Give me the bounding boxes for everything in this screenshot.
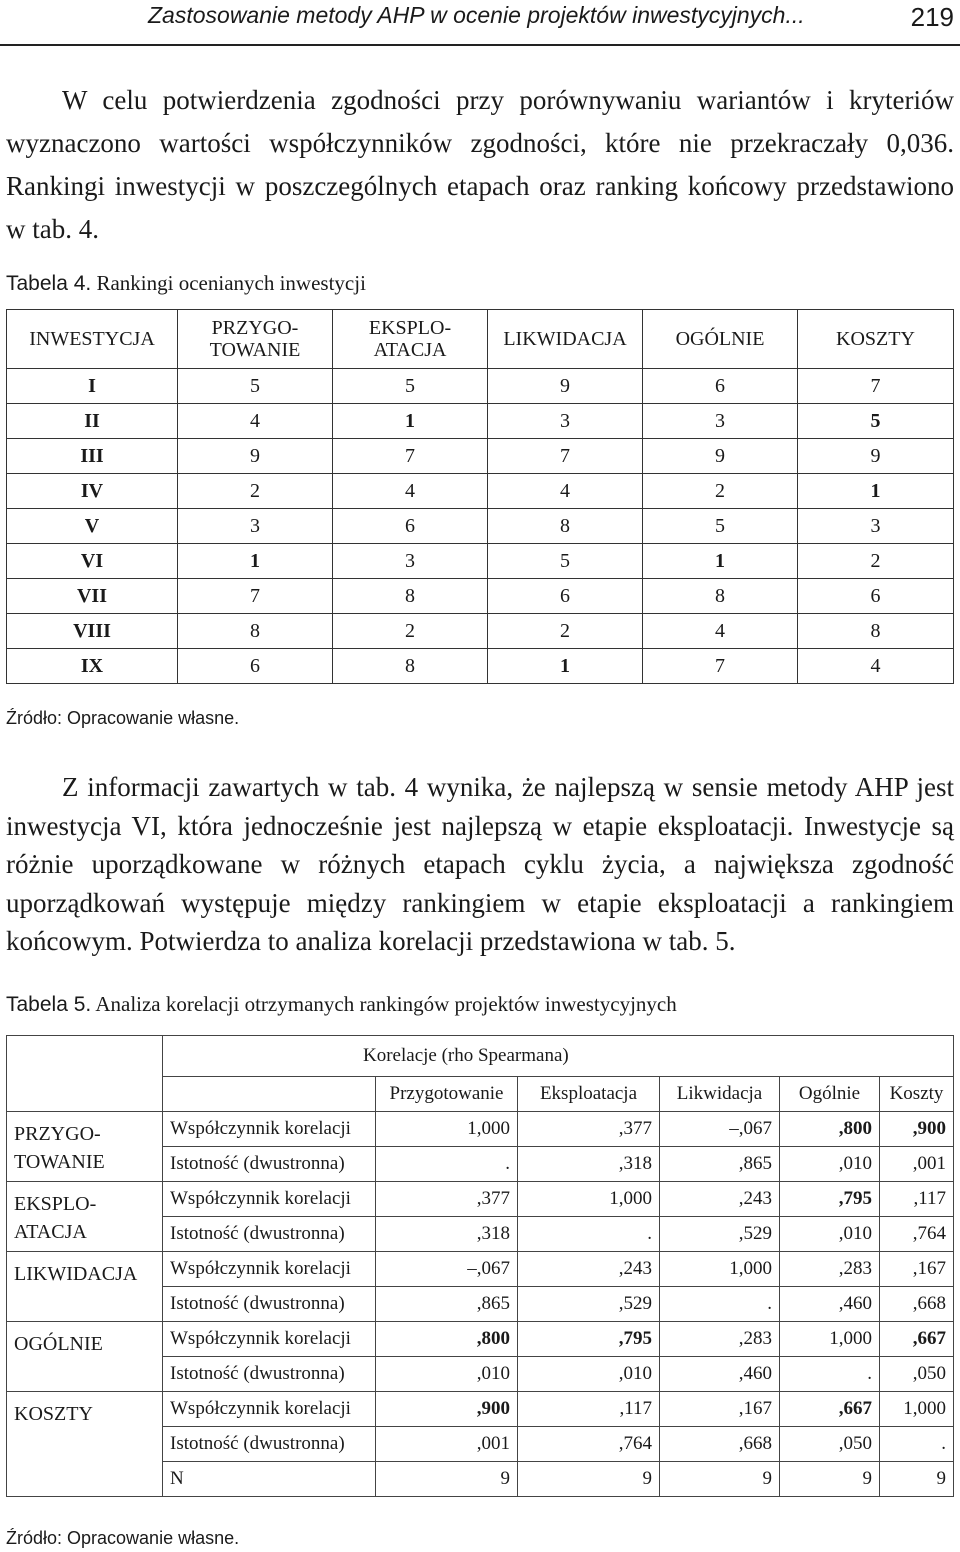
rank-cell: 3: [178, 509, 333, 544]
rank-cell: 1: [798, 474, 954, 509]
table-row: [7, 439, 954, 474]
correlation-cell: ,010: [780, 1217, 880, 1252]
statistic-label: Istotność (dwustronna): [163, 1287, 376, 1322]
page-header: [0, 0, 960, 46]
table-5-row-group-label: EKSPLO- ATACJA: [7, 1182, 163, 1252]
correlation-cell: ,795: [518, 1322, 660, 1357]
correlation-cell: ,243: [518, 1252, 660, 1287]
table-5-group-header-row: [7, 1036, 954, 1077]
rank-cell: 4: [488, 474, 643, 509]
investment-label: V: [7, 509, 178, 544]
table-row: [7, 509, 954, 544]
correlation-cell: ,460: [660, 1357, 780, 1392]
investment-label: VI: [7, 544, 178, 579]
table-5-caption: [6, 992, 677, 1017]
correlation-cell: 9: [376, 1462, 518, 1497]
statistic-label: N: [163, 1462, 376, 1497]
correlation-cell: .: [880, 1427, 954, 1462]
table-4-caption: [6, 271, 366, 296]
rank-cell: 6: [178, 649, 333, 684]
correlation-cell: ,529: [518, 1287, 660, 1322]
table-4-header-cell: LIKWIDACJA: [488, 310, 643, 369]
rank-cell: 1: [178, 544, 333, 579]
correlation-cell: ,050: [780, 1427, 880, 1462]
correlation-cell: ,050: [880, 1357, 954, 1392]
investment-label: IX: [7, 649, 178, 684]
rank-cell: 5: [488, 544, 643, 579]
correlation-cell: 9: [518, 1462, 660, 1497]
table-row: [7, 369, 954, 404]
table-row: [7, 649, 954, 684]
correlation-cell: ,117: [518, 1392, 660, 1427]
rank-cell: 2: [643, 474, 798, 509]
rank-cell: 2: [178, 474, 333, 509]
rank-cell: 2: [488, 614, 643, 649]
rank-cell: 6: [798, 579, 954, 614]
correlation-cell: ,377: [518, 1112, 660, 1147]
correlation-cell: 1,000: [880, 1392, 954, 1427]
table-4-caption-text: Rankingi ocenianych inwestycji: [96, 271, 366, 295]
table-row: [7, 544, 954, 579]
correlation-cell: ,865: [376, 1287, 518, 1322]
correlation-cell: ,117: [880, 1182, 954, 1217]
rank-cell: 8: [488, 509, 643, 544]
rank-cell: 1: [333, 404, 488, 439]
correlation-cell: .: [780, 1357, 880, 1392]
table-row: [7, 579, 954, 614]
table-5: [6, 1035, 954, 1497]
rank-cell: 7: [333, 439, 488, 474]
table-4-caption-label: Tabela 4.: [6, 272, 92, 295]
correlation-cell: –,067: [660, 1112, 780, 1147]
correlation-cell: 1,000: [376, 1112, 518, 1147]
table-row: [7, 1392, 954, 1427]
table-4-header-cell: INWESTYCJA: [7, 310, 178, 369]
correlation-cell: ,283: [780, 1252, 880, 1287]
correlation-cell: ,001: [376, 1427, 518, 1462]
rank-cell: 7: [488, 439, 643, 474]
table-4: [6, 309, 954, 684]
correlation-cell: ,010: [780, 1147, 880, 1182]
correlation-cell: ,460: [780, 1287, 880, 1322]
table-5-caption-text: Analiza korelacji otrzymanych rankingów projektów inwestycyjnych: [95, 992, 677, 1016]
table-row: [7, 474, 954, 509]
table-5-empty-corner: [7, 1036, 163, 1077]
correlation-cell: ,243: [660, 1182, 780, 1217]
rank-cell: 7: [798, 369, 954, 404]
correlation-cell: ,795: [780, 1182, 880, 1217]
correlation-cell: 9: [880, 1462, 954, 1497]
rank-cell: 5: [333, 369, 488, 404]
correlation-cell: .: [660, 1287, 780, 1322]
correlation-cell: ,318: [376, 1217, 518, 1252]
page-number: 219: [910, 2, 954, 32]
rank-cell: 1: [488, 649, 643, 684]
table-5-column-header: Ogólnie: [780, 1077, 880, 1112]
rank-cell: 7: [643, 649, 798, 684]
correlation-cell: 1,000: [660, 1252, 780, 1287]
rank-cell: 7: [178, 579, 333, 614]
correlation-cell: ,668: [880, 1287, 954, 1322]
rank-cell: 3: [488, 404, 643, 439]
investment-label: II: [7, 404, 178, 439]
correlation-cell: ,668: [660, 1427, 780, 1462]
rank-cell: 6: [643, 369, 798, 404]
correlation-cell: ,167: [880, 1252, 954, 1287]
table-5-source: Źródło: Opracowanie własne.: [6, 1528, 240, 1548]
table-5-row-group-label: PRZYGO- TOWANIE: [7, 1112, 163, 1182]
correlation-cell: ,800: [780, 1112, 880, 1147]
correlation-cell: .: [376, 1147, 518, 1182]
table-row: [7, 1112, 954, 1147]
rank-cell: 2: [798, 544, 954, 579]
rank-cell: 5: [178, 369, 333, 404]
rank-cell: 3: [798, 509, 954, 544]
statistic-label: Istotność (dwustronna): [163, 1427, 376, 1462]
table-4-source: Źródło: Opracowanie własne.: [6, 708, 240, 728]
table-5-column-header-row: [7, 1077, 954, 1112]
table-row: [7, 614, 954, 649]
rank-cell: 8: [643, 579, 798, 614]
correlation-cell: 9: [780, 1462, 880, 1497]
rank-cell: 3: [643, 404, 798, 439]
running-title: Zastosowanie metody AHP w ocenie projektów inwestycyjnych...: [148, 2, 805, 28]
rank-cell: 6: [488, 579, 643, 614]
investment-label: VIII: [7, 614, 178, 649]
investment-label: I: [7, 369, 178, 404]
statistic-label: Współczynnik korelacji: [163, 1112, 376, 1147]
table-4-header-cell: KOSZTY: [798, 310, 954, 369]
rank-cell: 4: [178, 404, 333, 439]
table-4-header-cell: OGÓLNIE: [643, 310, 798, 369]
rank-cell: 9: [178, 439, 333, 474]
investment-label: III: [7, 439, 178, 474]
paragraph-2: Z informacji zawartych w tab. 4 wynika, że najlepszą w sensie metody AHP jest inwestycja VI, która jednocześnie jest najlepszą w etapie eksploatacji. Inwestycje są różnie uporządkowane w różnych etapach cyklu życia, a największa zgodność uporządkowań występuje między rankingiem w etapie eksploatacji a rankingiem końcowym. Potwierdza to analiza korelacji przedstawiona w tab. 5.: [6, 772, 954, 956]
rank-cell: 5: [798, 404, 954, 439]
table-5-row-group-label: OGÓLNIE: [7, 1322, 163, 1392]
statistic-label: Współczynnik korelacji: [163, 1252, 376, 1287]
correlation-cell: 9: [660, 1462, 780, 1497]
statistic-label: Współczynnik korelacji: [163, 1322, 376, 1357]
table-4-header-row: [7, 310, 954, 369]
rank-cell: 9: [488, 369, 643, 404]
table-5-group-header: Korelacje (rho Spearmana): [163, 1036, 954, 1077]
correlation-cell: 1,000: [518, 1182, 660, 1217]
table-4-header-cell: EKSPLO- ATACJA: [333, 310, 488, 369]
correlation-cell: .: [518, 1217, 660, 1252]
rank-cell: 5: [643, 509, 798, 544]
table-5-column-header: Koszty: [880, 1077, 954, 1112]
statistic-label: Istotność (dwustronna): [163, 1217, 376, 1252]
investment-label: IV: [7, 474, 178, 509]
correlation-cell: ,800: [376, 1322, 518, 1357]
correlation-cell: ,001: [880, 1147, 954, 1182]
correlation-cell: 1,000: [780, 1322, 880, 1357]
table-row: [7, 404, 954, 439]
correlation-cell: ,667: [780, 1392, 880, 1427]
table-row: [7, 1322, 954, 1357]
correlation-cell: ,377: [376, 1182, 518, 1217]
rank-cell: 8: [798, 614, 954, 649]
rank-cell: 8: [333, 649, 488, 684]
rank-cell: 1: [643, 544, 798, 579]
correlation-cell: ,529: [660, 1217, 780, 1252]
correlation-cell: ,010: [376, 1357, 518, 1392]
table-row: [7, 1252, 954, 1287]
table-5-column-header: Przygotowanie: [376, 1077, 518, 1112]
rank-cell: 4: [333, 474, 488, 509]
correlation-cell: ,167: [660, 1392, 780, 1427]
correlation-cell: ,283: [660, 1322, 780, 1357]
table-5-column-header: Eksploatacja: [518, 1077, 660, 1112]
statistic-label: Istotność (dwustronna): [163, 1357, 376, 1392]
rank-cell: 8: [333, 579, 488, 614]
correlation-cell: –,067: [376, 1252, 518, 1287]
correlation-cell: ,010: [518, 1357, 660, 1392]
table-4-header-cell: PRZYGO- TOWANIE: [178, 310, 333, 369]
table-5-empty-corner: [163, 1077, 376, 1112]
correlation-cell: ,764: [518, 1427, 660, 1462]
rank-cell: 6: [333, 509, 488, 544]
correlation-cell: ,667: [880, 1322, 954, 1357]
correlation-cell: ,764: [880, 1217, 954, 1252]
rank-cell: 9: [798, 439, 954, 474]
table-5-row-group-label: KOSZTY: [7, 1392, 163, 1497]
rank-cell: 9: [643, 439, 798, 474]
rank-cell: 4: [643, 614, 798, 649]
paragraph-1: W celu potwierdzenia zgodności przy porównywaniu wariantów i kryteriów wyznaczono wartości współczynników zgodności, które nie przekraczały 0,036. Rankingi inwestycji w poszczególnych etapach oraz ranking końcowy przedstawiono w tab. 4.: [6, 85, 954, 244]
table-5-row-group-label: LIKWIDACJA: [7, 1252, 163, 1322]
investment-label: VII: [7, 579, 178, 614]
correlation-cell: ,900: [376, 1392, 518, 1427]
correlation-cell: ,318: [518, 1147, 660, 1182]
table-5-column-header: Likwidacja: [660, 1077, 780, 1112]
rank-cell: 3: [333, 544, 488, 579]
statistic-label: Współczynnik korelacji: [163, 1392, 376, 1427]
table-row: [7, 1182, 954, 1217]
statistic-label: Współczynnik korelacji: [163, 1182, 376, 1217]
rank-cell: 2: [333, 614, 488, 649]
table-5-caption-label: Tabela 5.: [6, 993, 92, 1016]
correlation-cell: ,900: [880, 1112, 954, 1147]
table-5-empty-corner: [7, 1077, 163, 1112]
correlation-cell: ,865: [660, 1147, 780, 1182]
rank-cell: 4: [798, 649, 954, 684]
statistic-label: Istotność (dwustronna): [163, 1147, 376, 1182]
rank-cell: 8: [178, 614, 333, 649]
